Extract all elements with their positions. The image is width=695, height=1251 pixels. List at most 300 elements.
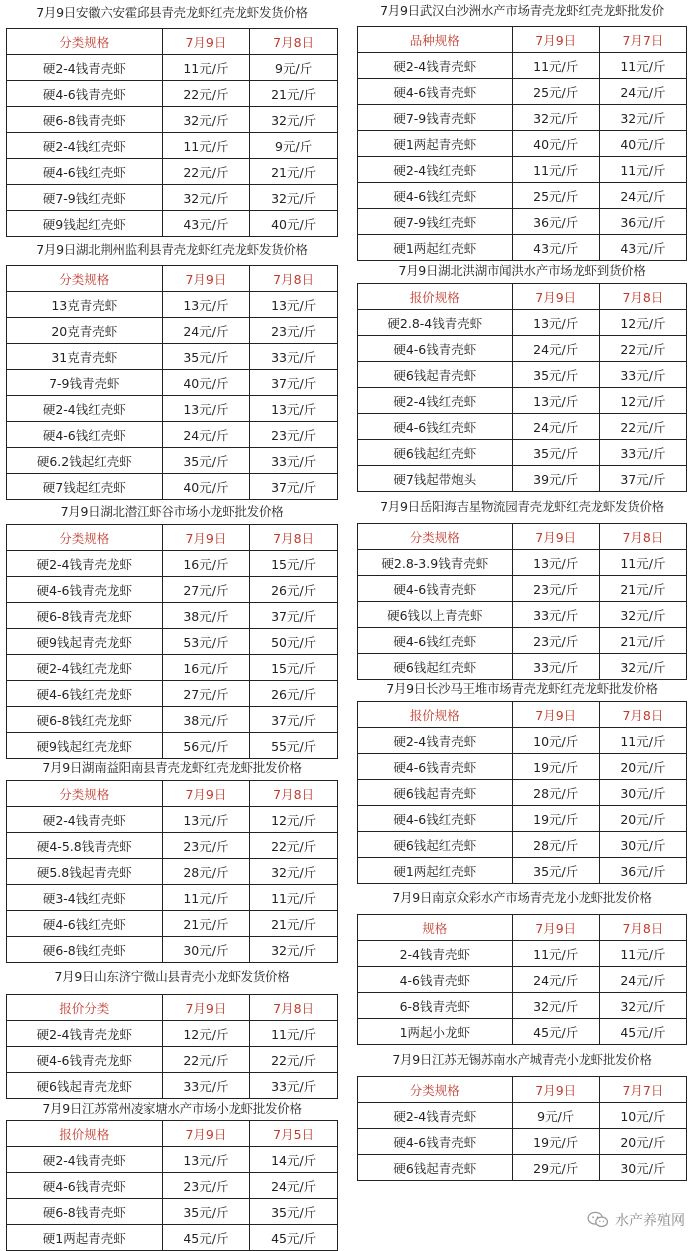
price-cell: 24元/斤 (162, 318, 250, 344)
column-header: 分类规格 (358, 524, 513, 550)
column-header: 7月9日 (162, 995, 250, 1021)
spec-cell: 硬2-4钱青壳虾 (358, 1103, 513, 1129)
spec-cell: 硬2-4钱红壳龙虾 (7, 655, 163, 681)
spec-cell: 硬2-4钱青壳虾 (7, 807, 163, 833)
table-row (358, 728, 687, 754)
price-cell: 45元/斤 (512, 1019, 599, 1045)
table-header-row (358, 27, 687, 53)
price-cell: 37元/斤 (250, 603, 338, 629)
column-header: 品种规格 (358, 27, 513, 53)
price-cell: 40元/斤 (250, 211, 338, 237)
spec-cell: 硬4-6钱青壳虾 (358, 1129, 513, 1155)
price-cell: 24元/斤 (512, 414, 599, 440)
price-cell: 16元/斤 (162, 551, 250, 577)
price-cell: 28元/斤 (512, 780, 599, 806)
spec-cell: 硬6-8钱青壳虾 (7, 107, 163, 133)
spec-cell: 硬2-4钱红壳虾 (7, 396, 163, 422)
spec-cell: 硬6.2钱起红壳虾 (7, 448, 163, 474)
price-cell: 35元/斤 (162, 448, 250, 474)
spec-cell: 6-8钱青壳虾 (358, 993, 513, 1019)
table-row (358, 832, 687, 858)
price-cell: 35元/斤 (162, 1199, 250, 1225)
price-cell: 14元/斤 (250, 1147, 338, 1173)
column-header: 报价分类 (7, 995, 163, 1021)
price-table (357, 914, 687, 1045)
price-cell: 13元/斤 (162, 292, 250, 318)
price-cell: 24元/斤 (599, 967, 686, 993)
table-row (358, 806, 687, 832)
column-header: 7月9日 (512, 524, 599, 550)
price-cell: 11元/斤 (599, 157, 686, 183)
price-table (6, 780, 338, 963)
price-cell: 37元/斤 (250, 474, 338, 500)
price-cell: 9元/斤 (250, 133, 338, 159)
table-row (358, 157, 687, 183)
price-cell: 12元/斤 (250, 807, 338, 833)
spec-cell: 硬9钱起红壳龙虾 (7, 733, 163, 759)
table-row (7, 1225, 338, 1251)
table-row (358, 466, 687, 492)
price-cell: 26元/斤 (250, 681, 338, 707)
price-cell: 10元/斤 (512, 728, 599, 754)
price-cell: 32元/斤 (512, 105, 599, 131)
spec-cell: 硬4-6钱红壳虾 (358, 628, 513, 654)
table-row (7, 655, 338, 681)
price-cell: 24元/斤 (599, 79, 686, 105)
table-row (7, 292, 338, 318)
price-cell: 26元/斤 (250, 577, 338, 603)
table-row (358, 414, 687, 440)
table-row (7, 937, 338, 963)
spec-cell: 硬4-6钱红壳虾 (358, 183, 513, 209)
price-cell: 22元/斤 (599, 336, 686, 362)
price-cell: 25元/斤 (512, 79, 599, 105)
column-header: 7月8日 (599, 915, 686, 941)
price-cell: 13元/斤 (162, 807, 250, 833)
price-cell: 32元/斤 (599, 105, 686, 131)
table-row (358, 79, 687, 105)
table-row (7, 885, 338, 911)
price-cell: 30元/斤 (599, 1155, 686, 1181)
table-row (358, 440, 687, 466)
table-row (358, 1019, 687, 1045)
price-cell: 38元/斤 (162, 603, 250, 629)
price-cell: 32元/斤 (599, 602, 686, 628)
spec-cell: 硬2-4钱红壳虾 (358, 157, 513, 183)
spec-cell: 硬6钱起红壳虾 (358, 440, 513, 466)
price-cell: 11元/斤 (599, 550, 686, 576)
price-cell: 11元/斤 (512, 157, 599, 183)
price-cell: 21元/斤 (162, 911, 250, 937)
price-cell: 23元/斤 (250, 318, 338, 344)
table-row (358, 754, 687, 780)
table-row (7, 807, 338, 833)
price-cell: 32元/斤 (599, 993, 686, 1019)
spec-cell: 硬4-6钱青壳虾 (358, 576, 513, 602)
price-cell: 33元/斤 (512, 602, 599, 628)
column-header: 7月8日 (250, 29, 338, 55)
price-cell: 32元/斤 (599, 654, 686, 680)
table-header-row (7, 525, 338, 551)
table-row (358, 1103, 687, 1129)
spec-cell: 硬1两起红壳虾 (358, 858, 513, 884)
spec-cell: 硬4-6钱红壳虾 (7, 911, 163, 937)
price-cell: 43元/斤 (599, 235, 686, 261)
table-row (358, 310, 687, 336)
table-row (358, 1129, 687, 1155)
table-title: 7月9日湖南益阳南县青壳龙虾红壳龙虾批发价格 (42, 760, 302, 775)
column-header: 报价规格 (358, 284, 513, 310)
price-cell: 13元/斤 (250, 396, 338, 422)
table-row (7, 1199, 338, 1225)
price-cell: 24元/斤 (162, 422, 250, 448)
price-cell: 23元/斤 (512, 576, 599, 602)
column-header: 规格 (358, 915, 513, 941)
price-cell: 45元/斤 (599, 1019, 686, 1045)
column-header: 7月7日 (599, 27, 686, 53)
column-header: 7月9日 (512, 1077, 599, 1103)
price-cell: 56元/斤 (162, 733, 250, 759)
table-row (7, 833, 338, 859)
spec-cell: 硬6-8钱红壳龙虾 (7, 707, 163, 733)
price-cell: 11元/斤 (599, 941, 686, 967)
price-cell: 12元/斤 (599, 310, 686, 336)
spec-cell: 硬2.8-4钱青壳虾 (358, 310, 513, 336)
spec-cell: 硬4-6钱红壳龙虾 (7, 681, 163, 707)
price-cell: 24元/斤 (599, 183, 686, 209)
price-cell: 43元/斤 (162, 211, 250, 237)
spec-cell: 硬6钱起红壳虾 (358, 654, 513, 680)
column-header: 7月8日 (250, 781, 338, 807)
price-cell: 28元/斤 (512, 832, 599, 858)
table-title: 7月9日湖北荆州监利县青壳龙虾红壳龙虾发货价格 (36, 242, 308, 257)
column-header: 7月8日 (250, 995, 338, 1021)
spec-cell: 硬4-6钱红壳虾 (7, 159, 163, 185)
table-row (358, 941, 687, 967)
spec-cell: 硬1两起青壳虾 (7, 1225, 163, 1251)
price-cell: 24元/斤 (512, 336, 599, 362)
price-cell: 45元/斤 (250, 1225, 338, 1251)
price-cell: 11元/斤 (512, 53, 599, 79)
price-cell: 36元/斤 (599, 209, 686, 235)
table-row (7, 859, 338, 885)
table-title: 7月9日长沙马王堆市场青壳龙虾红壳龙虾批发价格 (386, 681, 658, 696)
spec-cell: 硬4-5.8钱青壳虾 (7, 833, 163, 859)
spec-cell: 硬4-6钱青壳龙虾 (7, 577, 163, 603)
spec-cell: 硬6钱起青壳虾 (358, 1155, 513, 1181)
spec-cell: 硬4-6钱青壳虾 (7, 81, 163, 107)
price-cell: 37元/斤 (250, 707, 338, 733)
price-cell: 20元/斤 (599, 754, 686, 780)
price-cell: 19元/斤 (512, 1129, 599, 1155)
table-title: 7月9日湖北洪湖市闻洪水产市场龙虾到货价格 (398, 263, 646, 278)
column-header: 7月9日 (162, 1121, 250, 1147)
spec-cell: 硬4-6钱青壳虾 (358, 336, 513, 362)
price-cell: 35元/斤 (512, 440, 599, 466)
column-header: 7月8日 (599, 284, 686, 310)
price-cell: 13元/斤 (162, 1147, 250, 1173)
price-cell: 20元/斤 (599, 1129, 686, 1155)
table-title: 7月9日武汉白沙洲水产市场青壳龙虾红壳龙虾批发价 (380, 3, 664, 18)
table-title: 7月9日南京众彩水产市场青壳龙小龙虾批发价格 (392, 890, 652, 905)
price-cell: 55元/斤 (250, 733, 338, 759)
table-header-row (358, 1077, 687, 1103)
spec-cell: 7-9钱青壳虾 (7, 370, 163, 396)
price-table (357, 283, 687, 492)
spec-cell: 硬6钱起青壳虾 (358, 362, 513, 388)
table-row (7, 681, 338, 707)
watermark (587, 1209, 685, 1231)
price-table (6, 994, 338, 1099)
column-header: 7月9日 (512, 284, 599, 310)
table-row (7, 318, 338, 344)
spec-cell: 硬7-9钱红壳虾 (7, 185, 163, 211)
price-cell: 13元/斤 (512, 310, 599, 336)
table-row (358, 550, 687, 576)
column-header: 报价规格 (358, 702, 513, 728)
price-table (6, 1120, 338, 1251)
price-cell: 22元/斤 (162, 81, 250, 107)
price-cell: 21元/斤 (250, 159, 338, 185)
table-row (7, 396, 338, 422)
price-cell: 32元/斤 (162, 107, 250, 133)
spec-cell: 硬4-6钱青壳虾 (358, 79, 513, 105)
price-cell: 22元/斤 (162, 159, 250, 185)
spec-cell: 硬4-6钱青壳龙虾 (7, 1047, 163, 1073)
price-table (6, 265, 338, 500)
price-cell: 13元/斤 (250, 292, 338, 318)
price-cell: 38元/斤 (162, 707, 250, 733)
table-row (358, 209, 687, 235)
spec-cell: 硬7钱起带炮头 (358, 466, 513, 492)
price-cell: 11元/斤 (162, 55, 250, 81)
price-cell: 28元/斤 (162, 859, 250, 885)
table-header-row (358, 702, 687, 728)
price-cell: 29元/斤 (512, 1155, 599, 1181)
price-cell: 33元/斤 (250, 344, 338, 370)
price-cell: 11元/斤 (599, 53, 686, 79)
spec-cell: 硬2-4钱红壳虾 (358, 388, 513, 414)
table-row (358, 654, 687, 680)
spec-cell: 硬6钱起红壳虾 (358, 832, 513, 858)
spec-cell: 硬4-6钱红壳虾 (358, 806, 513, 832)
price-cell: 20元/斤 (599, 806, 686, 832)
column-header: 7月9日 (162, 266, 250, 292)
spec-cell: 硬7-9钱青壳虾 (358, 105, 513, 131)
price-cell: 37元/斤 (599, 466, 686, 492)
spec-cell: 硬4-6钱青壳虾 (358, 754, 513, 780)
table-row (7, 81, 338, 107)
column-header: 7月9日 (512, 27, 599, 53)
table-header-row (358, 284, 687, 310)
column-header: 7月7日 (599, 1077, 686, 1103)
price-cell: 21元/斤 (250, 81, 338, 107)
table-title: 7月9日安徽六安霍邱县青壳龙虾红壳龙虾发货价格 (36, 5, 308, 20)
spec-cell: 硬2-4钱青壳龙虾 (7, 1021, 163, 1047)
table-row (358, 628, 687, 654)
spec-cell: 硬5.8钱起青壳虾 (7, 859, 163, 885)
price-cell: 35元/斤 (250, 1199, 338, 1225)
table-row (7, 448, 338, 474)
table-row (358, 993, 687, 1019)
price-cell: 21元/斤 (599, 628, 686, 654)
price-cell: 40元/斤 (512, 131, 599, 157)
spec-cell: 硬9钱起青壳龙虾 (7, 629, 163, 655)
table-row (7, 577, 338, 603)
price-cell: 45元/斤 (162, 1225, 250, 1251)
spec-cell: 31克青壳虾 (7, 344, 163, 370)
table-row (7, 1073, 338, 1099)
table-row (7, 603, 338, 629)
column-header: 报价规格 (7, 1121, 163, 1147)
table-row (7, 551, 338, 577)
price-cell: 15元/斤 (250, 655, 338, 681)
column-header: 7月9日 (162, 29, 250, 55)
price-cell: 35元/斤 (162, 344, 250, 370)
spec-cell: 硬1两起青壳虾 (358, 131, 513, 157)
price-cell: 32元/斤 (162, 185, 250, 211)
price-cell: 40元/斤 (162, 370, 250, 396)
price-cell: 11元/斤 (250, 885, 338, 911)
price-cell: 12元/斤 (599, 388, 686, 414)
column-header: 7月9日 (162, 781, 250, 807)
price-cell: 33元/斤 (512, 654, 599, 680)
price-cell: 24元/斤 (512, 967, 599, 993)
spec-cell: 硬2-4钱青壳虾 (7, 1147, 163, 1173)
spec-cell: 硬6-8钱青壳虾 (7, 1199, 163, 1225)
table-row (358, 780, 687, 806)
table-header-row (358, 524, 687, 550)
price-cell: 33元/斤 (599, 362, 686, 388)
spec-cell: 2-4钱青壳虾 (358, 941, 513, 967)
spec-cell: 硬6钱起青壳龙虾 (7, 1073, 163, 1099)
table-row (7, 1147, 338, 1173)
spec-cell: 硬7钱起红壳虾 (7, 474, 163, 500)
price-cell: 33元/斤 (162, 1073, 250, 1099)
price-cell: 13元/斤 (162, 396, 250, 422)
table-header-row (358, 915, 687, 941)
price-cell: 11元/斤 (512, 941, 599, 967)
price-cell: 32元/斤 (512, 993, 599, 1019)
table-header-row (7, 266, 338, 292)
column-header: 7月5日 (250, 1121, 338, 1147)
table-row (7, 422, 338, 448)
price-cell: 15元/斤 (250, 551, 338, 577)
spec-cell: 硬2-4钱红壳虾 (7, 133, 163, 159)
price-cell: 32元/斤 (250, 937, 338, 963)
spec-cell: 硬9钱起红壳虾 (7, 211, 163, 237)
price-cell: 23元/斤 (512, 628, 599, 654)
price-cell: 50元/斤 (250, 629, 338, 655)
price-cell: 30元/斤 (599, 780, 686, 806)
table-row (7, 707, 338, 733)
price-cell: 12元/斤 (162, 1021, 250, 1047)
price-table (357, 26, 687, 261)
spec-cell: 硬2-4钱青壳虾 (358, 728, 513, 754)
column-header: 7月9日 (162, 525, 250, 551)
price-cell: 23元/斤 (162, 1173, 250, 1199)
table-row (7, 344, 338, 370)
price-cell: 39元/斤 (512, 466, 599, 492)
column-header: 7月8日 (250, 266, 338, 292)
table-row (358, 388, 687, 414)
table-row (7, 159, 338, 185)
price-table (6, 28, 338, 237)
table-row (7, 370, 338, 396)
wechat-icon (587, 1211, 609, 1229)
table-row (358, 967, 687, 993)
price-cell: 22元/斤 (162, 1047, 250, 1073)
price-cell: 35元/斤 (512, 858, 599, 884)
spec-cell: 硬7-9钱红壳虾 (358, 209, 513, 235)
price-cell: 35元/斤 (512, 362, 599, 388)
price-cell: 40元/斤 (162, 474, 250, 500)
spec-cell: 硬1两起红壳虾 (358, 235, 513, 261)
price-cell: 43元/斤 (512, 235, 599, 261)
price-cell: 36元/斤 (512, 209, 599, 235)
table-row (7, 211, 338, 237)
table-title: 7月9日江苏无锡苏南水产城青壳小龙虾批发价格 (392, 1052, 652, 1067)
spec-cell: 硬4-6钱红壳虾 (358, 414, 513, 440)
price-cell: 37元/斤 (250, 370, 338, 396)
spec-cell: 硬6-8钱青壳龙虾 (7, 603, 163, 629)
table-header-row (7, 1121, 338, 1147)
price-cell: 11元/斤 (162, 133, 250, 159)
spec-cell: 13克青壳虾 (7, 292, 163, 318)
price-cell: 19元/斤 (512, 754, 599, 780)
watermark-text: 水产养殖网 (615, 1213, 685, 1229)
price-table (6, 524, 338, 759)
table-title: 7月9日岳阳海吉星物流园青壳龙虾红壳龙虾发货价格 (380, 499, 664, 514)
table-row (358, 1155, 687, 1181)
column-header: 7月9日 (512, 702, 599, 728)
spec-cell: 硬6钱以上青壳虾 (358, 602, 513, 628)
price-cell: 19元/斤 (512, 806, 599, 832)
table-row (7, 1021, 338, 1047)
table-row (358, 362, 687, 388)
spec-cell: 硬2-4钱青壳虾 (358, 53, 513, 79)
price-cell: 33元/斤 (250, 1073, 338, 1099)
table-title: 7月9日山东济宁微山县青壳小龙虾发货价格 (54, 969, 290, 984)
table-row (358, 576, 687, 602)
table-row (7, 733, 338, 759)
column-header: 7月8日 (599, 524, 686, 550)
price-cell: 25元/斤 (512, 183, 599, 209)
price-cell: 27元/斤 (162, 681, 250, 707)
column-header: 7月8日 (250, 525, 338, 551)
table-row (7, 1047, 338, 1073)
column-header: 7月9日 (512, 915, 599, 941)
spec-cell: 20克青壳虾 (7, 318, 163, 344)
price-table (357, 701, 687, 884)
price-cell: 23元/斤 (250, 422, 338, 448)
spec-cell: 硬4-6钱青壳虾 (7, 1173, 163, 1199)
price-cell: 32元/斤 (250, 107, 338, 133)
table-header-row (7, 995, 338, 1021)
table-row (7, 1173, 338, 1199)
column-header: 分类规格 (358, 1077, 513, 1103)
table-row (358, 336, 687, 362)
price-cell: 13元/斤 (512, 550, 599, 576)
table-header-row (7, 781, 338, 807)
table-row (7, 911, 338, 937)
price-table (357, 1076, 687, 1181)
price-cell: 30元/斤 (599, 832, 686, 858)
spec-cell: 硬3-4钱红壳虾 (7, 885, 163, 911)
table-row (7, 107, 338, 133)
price-cell: 33元/斤 (599, 440, 686, 466)
table-row (358, 183, 687, 209)
